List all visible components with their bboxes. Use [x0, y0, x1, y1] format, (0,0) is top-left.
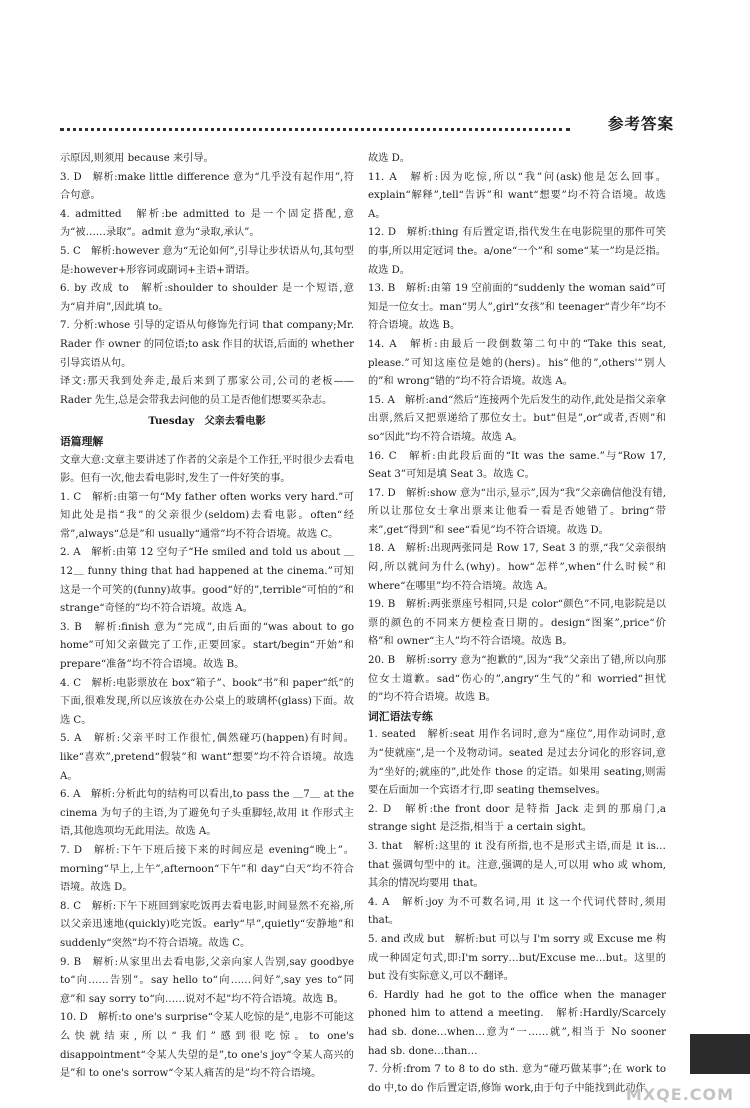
answer-item: 16. C 解析:由此段后面的“It was the same.”与“Row 17, Seat 3”可知是填 Seat 3。故选 C。 — [368, 450, 666, 481]
answer-item: 13. B 解析:由第 19 空前面的“suddenly the woman said”可知是一位女士。man“男人”,girl“女孩”和 teenager“青少年”均不符合语境。故选 B。 — [368, 283, 666, 332]
answer-item: 5. C 解析:however 意为“无论如何”,引导让步状语从句,其句型是:however+形容词或副词+主语+谓语。 — [60, 245, 354, 276]
answer-item: 2. A 解析:由第 12 空句子“He smiled and told us about ＿12＿ funny thing that had happened at the cinema.”可知这是一个可笑的(funny)故事。good“好的”,terrible“可怕的”和 strange“奇怪的”均不符合语境。故选 A。 — [60, 547, 354, 615]
answer-item: 3. D 解析:make little difference 意为“几乎没有起作用”,符合句意。 — [60, 171, 354, 202]
answer-item: 10. D 解析:to one's surprise“令某人吃惊的是”,电影不可能这么快就结束,所以“我们”感到很吃惊。to one's disappointment“令某人失望的是”,to one's joy“令某人高兴的是”和 to one's sorrow“令某人痛苦的是”均不符合语境。 — [60, 1012, 354, 1080]
answer-item: 6. Hardly had he got to the office when the manager phoned him to attend a meeting. 解析:Hardly/Scarcely had sb. done…when…意为“一……就”,相当于 No sooner had sb. done…than… — [368, 989, 666, 1057]
answer-item: 7. 分析:whose 引导的定语从句修饰先行词 that company;Mr. Rader 作 owner 的同位语;to ask 作目的状语,后面的 whether 引导宾语从句。 — [60, 320, 354, 369]
answer-item: 19. B 解析:两张票座号相同,只是 color“颜色”不同,电影院是以票的颜色的不同来方便检查日期的。design“图案”,price“价格”和 owner“主人”均不符合语境。故选 B。 — [368, 599, 666, 648]
answer-item: 5. A 解析:父亲平时工作很忙,偶然碰巧(happen)有时间。like“喜欢”,pretend“假装”和 want“想要”均不符合语境。故选 A。 — [60, 733, 354, 782]
answer-item: 15. A 解析:and“然后”连接两个先后发生的动作,此处是指父亲拿出票,然后又把票递给了那位女士。but“但是”,or“或者,否则”和 so“因此”均不符合语境。故选 A。 — [368, 394, 666, 443]
answer-item: 7. 分析:from 7 to 8 to do sth. 意为“碰巧做某事”;在 work to do 中,to do 作后置定语,修饰 work,由于句子中能找到此动作 — [368, 1064, 666, 1094]
answer-item: 3. B 解析:finish 意为“完成”,由后面的“was about to go home”可知父亲做完了工作,正要回家。start/begin“开始”和 prepare“准备”均不符合语境。故选 B。 — [60, 621, 354, 671]
summary: 文章大意:文章主要讲述了作者的父亲是个工作狂,平时很少去看电影。但有一次,他去看电影时,发生了一件好笑的事。 — [60, 454, 354, 485]
watermark-text: MXQE.COM — [625, 1085, 735, 1105]
right-column — [368, 150, 666, 1098]
answer-item: 7. D 解析:下午下班后接下来的时间应是 evening“晚上”。morning“早上,上午”,afternoon“下午”和 day“白天”均不符合语境。故选 D。 — [60, 844, 354, 894]
left-column — [60, 150, 354, 1084]
answer-item: 14. A 解析:由最后一段倒数第二句中的“Take this seat, please.”可知这座位是她的(hers)。his“他的”,others'“别人的”和 wrong“错的”均不符合语境。故选 A。 — [368, 338, 666, 388]
answer-item: 4. admitted 解析:be admitted to 是一个固定搭配,意为“被……录取”。admit 意为“录取,承认”。 — [60, 208, 354, 239]
answer-item: 18. A 解析:出现两张同是 Row 17, Seat 3 的票,“我”父亲很纳闷,所以就问为什么(why)。how“怎样”,when“什么时候”和 where“在哪里”均不符合语境。故选 A。 — [368, 543, 666, 592]
answer-item: 1. C 解析:由第一句“My father often works very hard.”可知此处是指“我”的父亲很少(seldom)去看电影。often“经常”,always“总是”和 usually“通常”均不符合语境。故选 C。 — [60, 491, 354, 540]
subsection-heading: 语篇理解 — [60, 434, 104, 448]
paragraph: 示原因,则须用 because 来引导。 — [60, 153, 214, 164]
answer-item: 4. A 解析:joy 为不可数名词,用 it 这一个代词代替时,须用 that。 — [368, 896, 666, 927]
page-header — [60, 114, 710, 142]
answer-item: 20. B 解析:sorry 意为“抱歉的”,因为“我”父亲出了错,所以向那位女士道歉。sad“伤心的”,angry“生气的”和 worried“担忧的”均不符合语境。故选 B。 — [368, 655, 666, 704]
answer-item: 17. D 解析:show 意为“出示,显示”,因为“我”父亲确信他没有错,所以让那位女士拿出票来让他看一看是否她错了。bring“带来”,get“得到”和 see“看见”均不符合语境。故选 D。 — [368, 487, 666, 536]
answer-item: 6. by 改成 to 解析:shoulder to shoulder 是一个短语,意为“肩并肩”,因此填 to。 — [60, 283, 354, 313]
answer-site-logo-icon — [612, 1062, 748, 1106]
answer-item: 2. D 解析:the front door 是特指 Jack 走到的那扇门,a strange sight 是泛指,相当于 a certain sight。 — [368, 803, 666, 834]
translation: 译文:那天我到处奔走,最后来到了那家公司,公司的老板——Rader 先生,总是会带我去问他的员工是否他们想要买杂志。 — [60, 376, 354, 406]
answer-item: 1. seated 解析:seat 用作名词时,意为“座位”,用作动词时,意为“使就座”,是一个及物动词。seated 是过去分词化的形容词,意为“坐好的;就座的”,此处作 those 的定语。如果用 seating,则需要在后面加一个宾语才行,即 seating themselves。 — [368, 729, 666, 797]
answer-item: 9. B 解析:从家里出去看电影,父亲向家人告别,say goodbye to“向……告别”。say hello to“向……问好”,say yes to“同意”和 say sorry to“向……说对不起”均不符合语境。故选 B。 — [60, 956, 354, 1005]
page-title: 参考答案 — [607, 115, 674, 133]
answer-item: 6. A 解析:分析此句的结构可以看出,to pass the ＿7＿ at the cinema 为句子的主语,为了避免句子头重脚轻,故用 it 作形式主语,其他选项均无此用法。故选 A。 — [60, 789, 354, 838]
answer-item: 3. that 解析:这里的 it 没有所指,也不是形式主语,而是 it is…that 强调句型中的 it。注意,强调的是人,可以用 who 或 whom,其余的情况均要用 that。 — [368, 840, 666, 890]
dotted-rule — [60, 128, 570, 131]
answer-item: 5. and 改成 but 解析:but 可以与 I'm sorry 或 Excuse me 构成一种固定句式,即:I'm sorry…but/Excuse me…but。这里的 but 没有实际意义,可以不翻译。 — [368, 933, 666, 983]
answer-item: 12. D 解析:thing 有后置定语,指代发生在电影院里的那件可笑的事,所以用定冠词 the。a/one“一个”和 some“某一”均是泛指。故选 D。 — [368, 227, 666, 276]
paragraph: 故选 D。 — [368, 153, 410, 164]
answer-item: 11. A 解析:因为吃惊,所以“我”问(ask)他是怎么回事。explain“解释”,tell“告诉”和 want“想要”均不符合语境。故选 A。 — [368, 171, 666, 220]
section-heading: Tuesday 父亲去看电影 — [148, 415, 266, 428]
subsection-heading: 词汇语法专练 — [368, 709, 433, 723]
answer-item: 8. C 解析:下午下班回到家吃饭再去看电影,时间显然不充裕,所以父亲迅速地(quickly)吃完饭。early“早”,quietly“安静地”和 suddenly“突然”均不符合语境。故选 C。 — [60, 900, 354, 949]
answer-item: 4. C 解析:电影票放在 box“箱子”、book“书”和 paper“纸”的下面,很难发现,所以应该放在办公桌上的玻璃杯(glass)下面。故选 C。 — [60, 677, 354, 726]
